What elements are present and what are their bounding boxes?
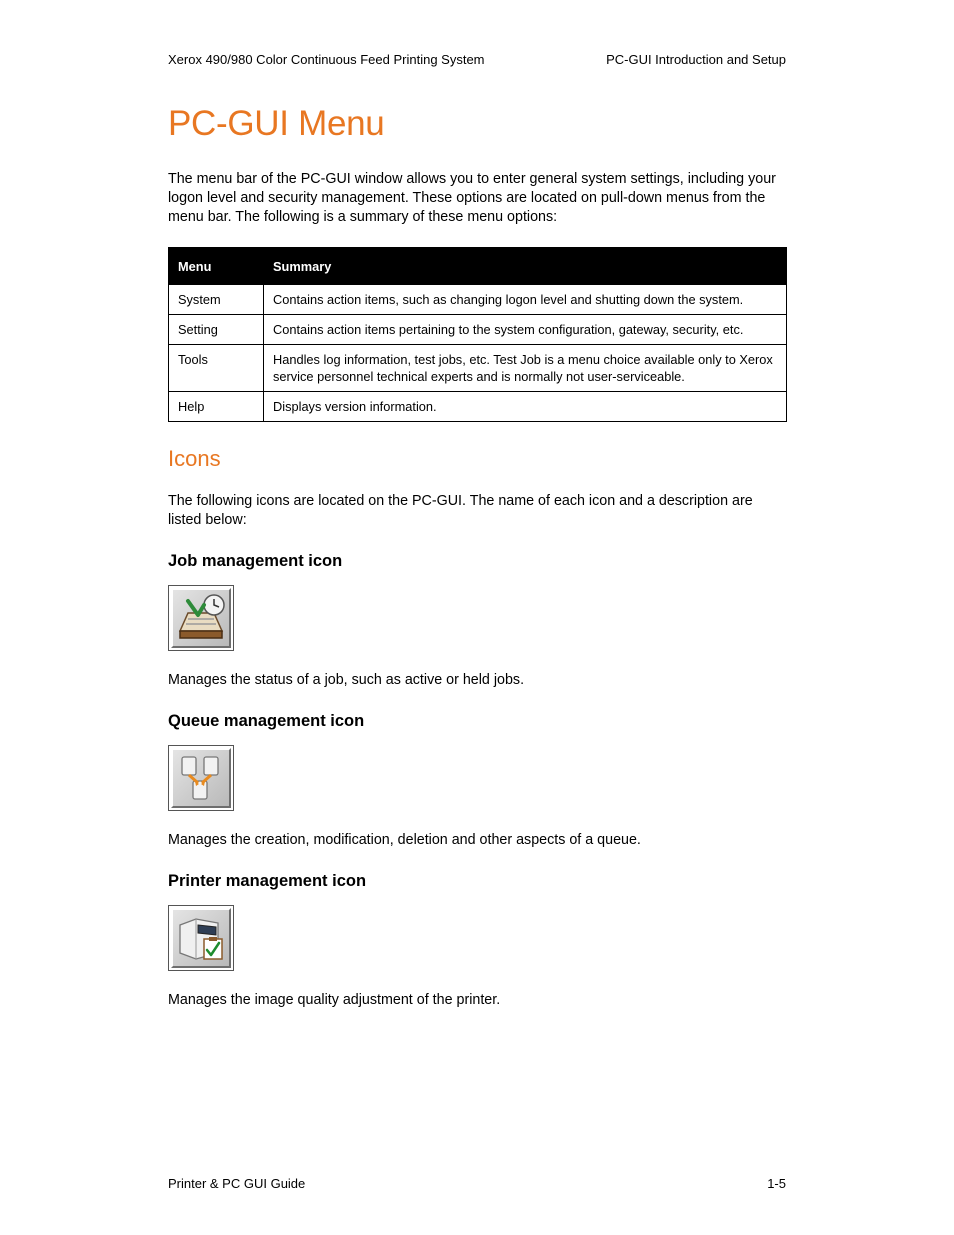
queue-management-description: Manages the creation, modification, deletion and other aspects of a queue. <box>168 832 641 848</box>
page-title: PC-GUI Menu <box>168 104 385 143</box>
table-cell-menu: Help <box>169 392 264 422</box>
table-cell-summary: Handles log information, test jobs, etc. Test Job is a menu choice available only to Xerox service personnel technical experts and is normally not user-serviceable. <box>264 345 787 392</box>
table-row <box>169 315 787 345</box>
footer-guide-title: Printer & PC GUI Guide <box>168 1176 306 1191</box>
menu-summary-table <box>168 247 787 422</box>
table-cell-summary: Contains action items pertaining to the system configuration, gateway, security, etc. <box>264 315 787 345</box>
header-chapter-title: PC-GUI Introduction and Setup <box>606 52 786 67</box>
printer-management-icon <box>168 905 234 971</box>
table-cell-menu: Tools <box>169 345 264 392</box>
table-cell-summary: Contains action items, such as changing logon level and shutting down the system. <box>264 285 787 315</box>
page-number: 1-5 <box>767 1176 786 1191</box>
table-row <box>169 345 787 392</box>
job-management-heading: Job management icon <box>168 552 343 570</box>
table-cell-menu: Setting <box>169 315 264 345</box>
queue-management-graphic <box>174 751 228 805</box>
header-document-title: Xerox 490/980 Color Continuous Feed Printing System <box>168 52 485 67</box>
job-management-description: Manages the status of a job, such as active or held jobs. <box>168 672 525 688</box>
queue-management-icon <box>168 745 234 811</box>
queue-management-heading: Queue management icon <box>168 712 365 730</box>
printer-management-graphic <box>174 911 228 965</box>
printer-management-heading: Printer management icon <box>168 872 367 890</box>
job-management-graphic <box>174 591 228 645</box>
printer-management-description: Manages the image quality adjustment of the printer. <box>168 992 501 1008</box>
table-cell-menu: System <box>169 285 264 315</box>
table-row <box>169 285 787 315</box>
icons-intro-paragraph: The following icons are located on the PC-GUI. The name of each icon and a description are listed below: <box>168 493 753 528</box>
icons-section-title: Icons <box>168 446 221 471</box>
table-header-menu: Menu <box>169 248 264 285</box>
table-header-summary: Summary <box>264 248 787 285</box>
table-header-row <box>169 248 787 285</box>
job-management-icon <box>168 585 234 651</box>
table-row <box>169 392 787 422</box>
table-cell-summary: Displays version information. <box>264 392 787 422</box>
intro-paragraph: The menu bar of the PC-GUI window allows you to enter general system settings, including your logon level and security management. These options are located on pull-down menus from the menu bar. The following is a summary of these menu options: <box>168 171 776 225</box>
page-content <box>168 102 786 1010</box>
